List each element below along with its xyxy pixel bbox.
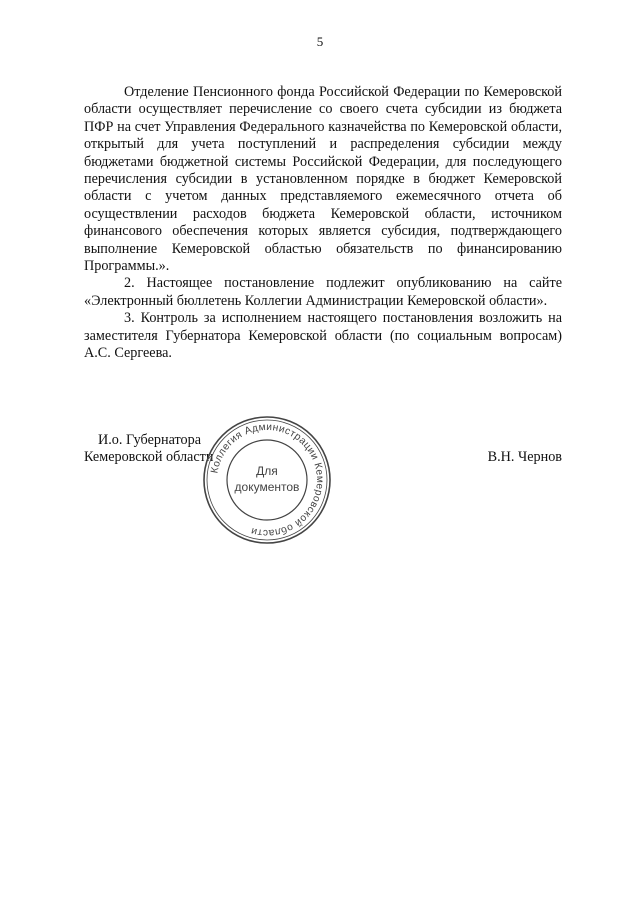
paragraph-publication: 2. Настоящее постановление подлежит опубликованию на сайте «Электронный бюллетень Коллегии Администрации Кемеровской области».: [84, 275, 562, 309]
signer-name: В.Н. Чернов: [487, 449, 562, 465]
official-stamp: [201, 414, 333, 546]
stamp-center-line1: Для: [256, 464, 278, 478]
page-number: 5: [316, 34, 324, 49]
paragraph-transfer-procedure: Отделение Пенсионного фонда Российской Федерации по Кемеровской области осуществляет перечисление со своего счета субсидии из бюджета ПФР на счет Управления Федерального казначейства по Кемеровской области, открытый для учета поступлений и распределения субсидии между бюджетами бюджетной системы Российской Федерации, для последующего перечисления субсидии в установленном порядке в бюджет Кемеровской области с учетом данных представляемого ежемесячного отчета об осуществлении расходов бюджета Кемеровской области, источником финансового обеспечения которых является субсидия, подтверждающего выполнение Кемеровской областью обязательств по финансированию Программы.».: [84, 84, 562, 275]
stamp-ring-text: Коллегия Администрации Кемеровской области: [209, 421, 326, 539]
signer-title-line2: Кемеровской области: [84, 449, 214, 465]
signer-title-line1: И.о. Губернатора: [98, 432, 201, 448]
document-body: [84, 84, 562, 363]
paragraph-control: 3. Контроль за исполнением настоящего постановления возложить на заместителя Губернатора Кемеровской области (по социальным вопросам) А.С. Сергеева.: [84, 310, 562, 362]
stamp-center-line2: документов: [234, 480, 300, 494]
